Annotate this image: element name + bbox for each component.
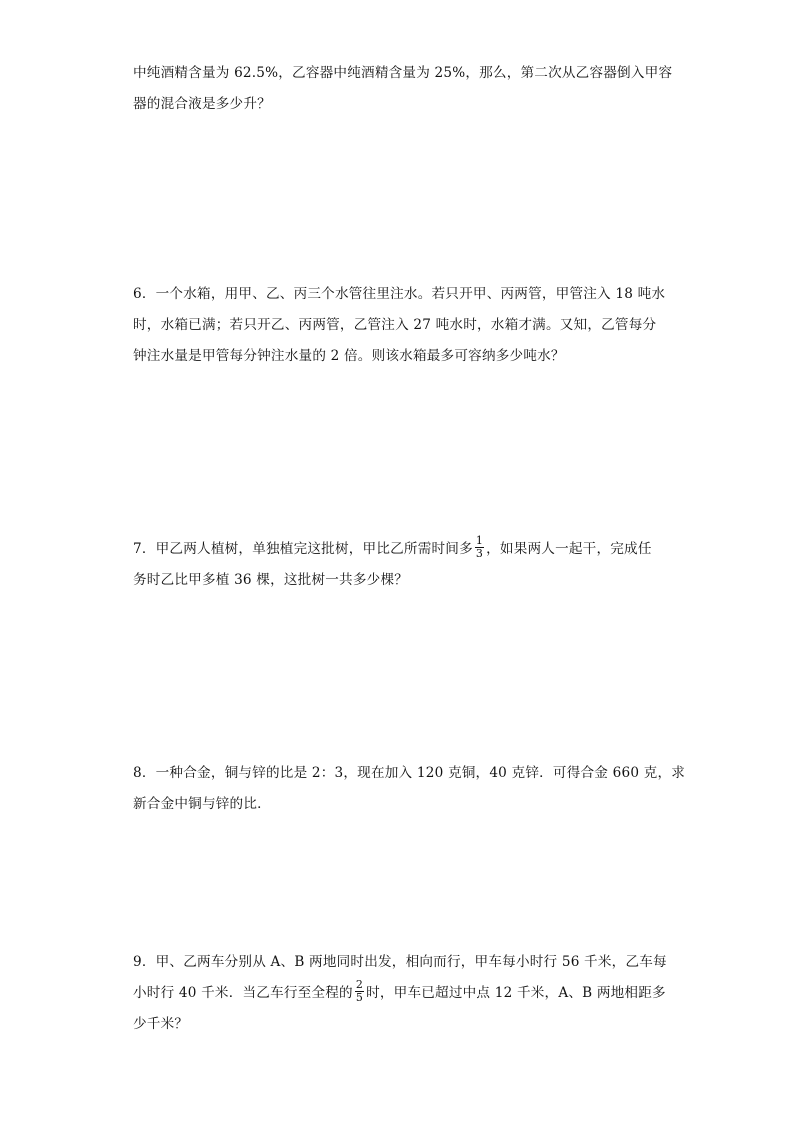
problem-6 — [133, 279, 665, 372]
fraction-one-third — [475, 535, 484, 560]
text-segment: 7．甲乙两人植树，单独植完这批树，甲比乙所需时间多 — [133, 541, 473, 557]
text-line: 6．一个水箱，用甲、乙、丙三个水管往里注水。若只开甲、丙两管，甲管注入 18 吨水 — [133, 286, 666, 302]
text-segment: 时，甲车已超过中点 12 千米，A、B 两地相距多 — [366, 985, 666, 1001]
problem-8 — [133, 758, 686, 820]
problem-7 — [133, 534, 665, 596]
problem-5-continuation — [133, 58, 673, 120]
text-line — [133, 978, 665, 1009]
text-line: 务时乙比甲多植 36 棵，这批树一共多少棵？ — [133, 572, 409, 588]
text-line: 新合金中铜与锌的比． — [133, 796, 271, 812]
text-line: 时，水箱已满；若只开乙、丙两管，乙管注入 27 吨水时，水箱才满。又知，乙管每分 — [133, 317, 657, 333]
text-line: 钟注水量是甲管每分钟注水量的 2 倍。则该水箱最多可容纳多少吨水？ — [133, 348, 565, 364]
text-line: 8．一种合金，铜与锌的比是 2：3，现在加入 120 克铜，40 克锌．可得合金 660 克，求 — [133, 765, 686, 781]
fraction-numerator: 1 — [475, 534, 484, 547]
text-segment: ，如果两人一起干，完成任 — [486, 541, 652, 557]
fraction-two-fifths — [355, 979, 364, 1004]
problem-9 — [133, 947, 665, 1040]
fraction-denominator: 5 — [355, 991, 364, 1004]
text-line: 少千米？ — [133, 1016, 189, 1032]
text-line — [133, 534, 665, 565]
text-line: 器的混合液是多少升？ — [133, 96, 271, 112]
text-segment: 小时行 40 千米．当乙车行至全程的 — [133, 985, 353, 1001]
text-line: 中纯酒精含量为 62.5%，乙容器中纯酒精含量为 25%，那么，第二次从乙容器倒入甲容 — [133, 65, 673, 81]
text-line: 9．甲、乙两车分别从 A、B 两地同时出发，相向而行，甲车每小时行 56 千米，乙车每 — [133, 954, 667, 970]
fraction-numerator: 2 — [355, 978, 364, 991]
fraction-denominator: 3 — [475, 547, 484, 560]
